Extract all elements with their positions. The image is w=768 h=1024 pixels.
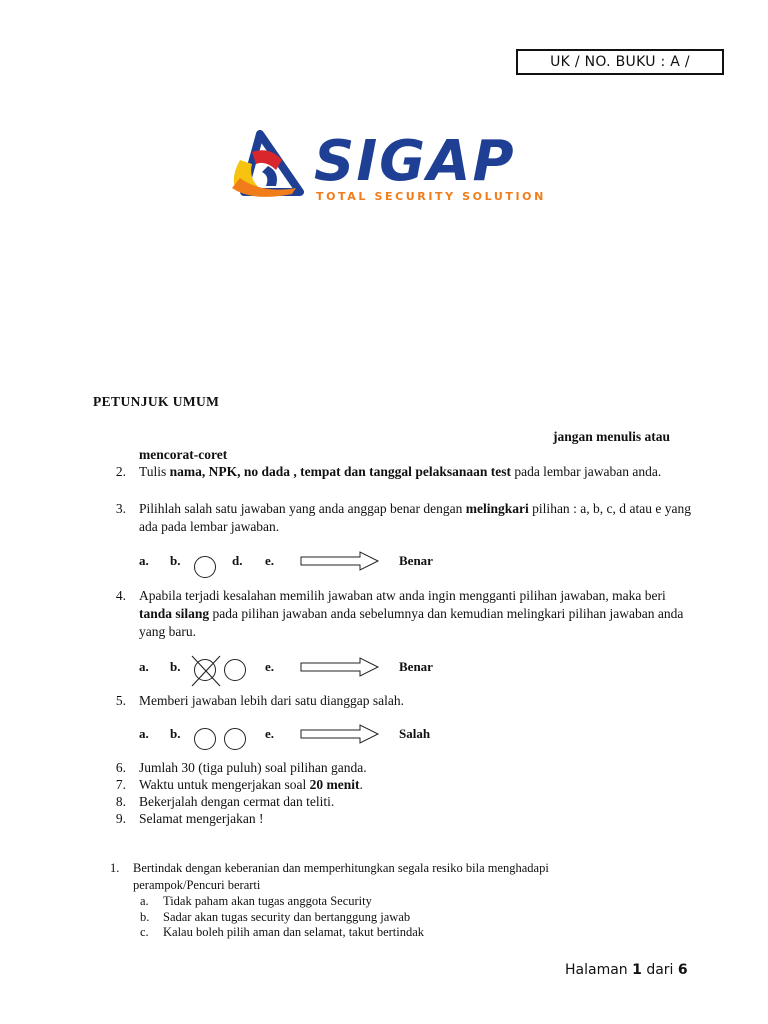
item-number: 6. <box>115 760 126 775</box>
instructions-heading: PETUNJUK UMUM <box>93 394 220 409</box>
option-letter: c. <box>140 925 149 939</box>
question-text: Bertindak dengan keberanian dan memperhitungkan segala resiko bila menghadapi <box>133 861 549 875</box>
item1-tail: jangan menulis atau <box>553 429 671 444</box>
question-text-continued: perampok/Pencuri berarti <box>133 878 261 892</box>
item-number: 7. <box>115 777 126 792</box>
example1-circle-c <box>194 556 216 578</box>
example2-option-e: e. <box>265 659 275 674</box>
item-number: 5. <box>115 693 126 708</box>
option-a-text: Tidak paham akan tugas anggota Security <box>163 894 372 908</box>
option-letter: a. <box>140 894 149 908</box>
sigap-emblem-icon <box>222 130 582 206</box>
example2-option-b: b. <box>170 659 181 674</box>
option-letter: b. <box>140 910 150 924</box>
example1-option-b: b. <box>170 553 181 568</box>
example1-option-a: a. <box>139 553 149 568</box>
item1-continuation: mencorat-coret <box>139 447 228 462</box>
instruction-item-7: Waktu untuk mengerjakan soal 20 menit. <box>139 777 363 792</box>
page-indicator: Halaman 1 dari 6 <box>565 962 688 978</box>
example2-circle-d <box>224 659 246 681</box>
question-number: 1. <box>110 861 120 875</box>
cross-mark-icon <box>190 654 222 688</box>
logo-wordmark: SIGAP <box>314 130 516 194</box>
sigap-logo <box>222 130 582 206</box>
option-c-text: Kalau boleh pilih aman dan selamat, takut bertindak <box>163 925 425 939</box>
instruction-item-2: Tulis nama, NPK, no dada , tempat dan tanggal pelaksanaan test pada lembar jawaban anda. <box>139 464 662 479</box>
arrow-right-icon <box>300 657 380 677</box>
instruction-item-4: Apabila terjadi kesalahan memilih jawaban atw anda ingin mengganti pilihan jawaban, maka beri tanda silang pada pilihan jawaban anda sebelumnya dan kemudian melingkari pilihan jawaban anda yang baru. <box>139 588 684 639</box>
example3-option-b: b. <box>170 726 181 741</box>
book-code-box: UK / NO. BUKU : A / <box>516 49 724 75</box>
item-number: 8. <box>115 794 126 809</box>
instruction-item-6: Jumlah 30 (tiga puluh) soal pilihan ganda. <box>139 760 367 775</box>
item-number: 3. <box>115 501 126 516</box>
example2-result: Benar <box>399 659 433 674</box>
arrow-right-icon <box>300 551 380 571</box>
example2-option-a: a. <box>139 659 149 674</box>
option-b-text: Sadar akan tugas security dan bertanggung jawab <box>163 910 411 924</box>
logo-tagline: TOTAL SECURITY SOLUTION <box>316 190 546 203</box>
example3-result: Salah <box>399 726 431 741</box>
instruction-item-8: Bekerjalah dengan cermat dan teliti. <box>139 794 335 809</box>
example1-result: Benar <box>399 553 433 568</box>
item-number: 9. <box>115 811 126 826</box>
example3-option-a: a. <box>139 726 149 741</box>
example3-circle-c <box>194 728 216 750</box>
instruction-item-3: Pilihlah salah satu jawaban yang anda anggap benar dengan melingkari pilihan : a, b, c, d atau e yang ada pada lembar jawaban. <box>139 501 691 534</box>
example3-circle-d <box>224 728 246 750</box>
instruction-item-9: Selamat mengerjakan ! <box>139 811 264 826</box>
example1-option-d: d. <box>232 553 243 568</box>
item-number: 4. <box>115 588 126 603</box>
item-number: 2. <box>115 464 126 479</box>
example1-option-e: e. <box>265 553 275 568</box>
instruction-item-5: Memberi jawaban lebih dari satu dianggap salah. <box>139 693 405 708</box>
arrow-right-icon <box>300 724 380 744</box>
example3-option-e: e. <box>265 726 275 741</box>
